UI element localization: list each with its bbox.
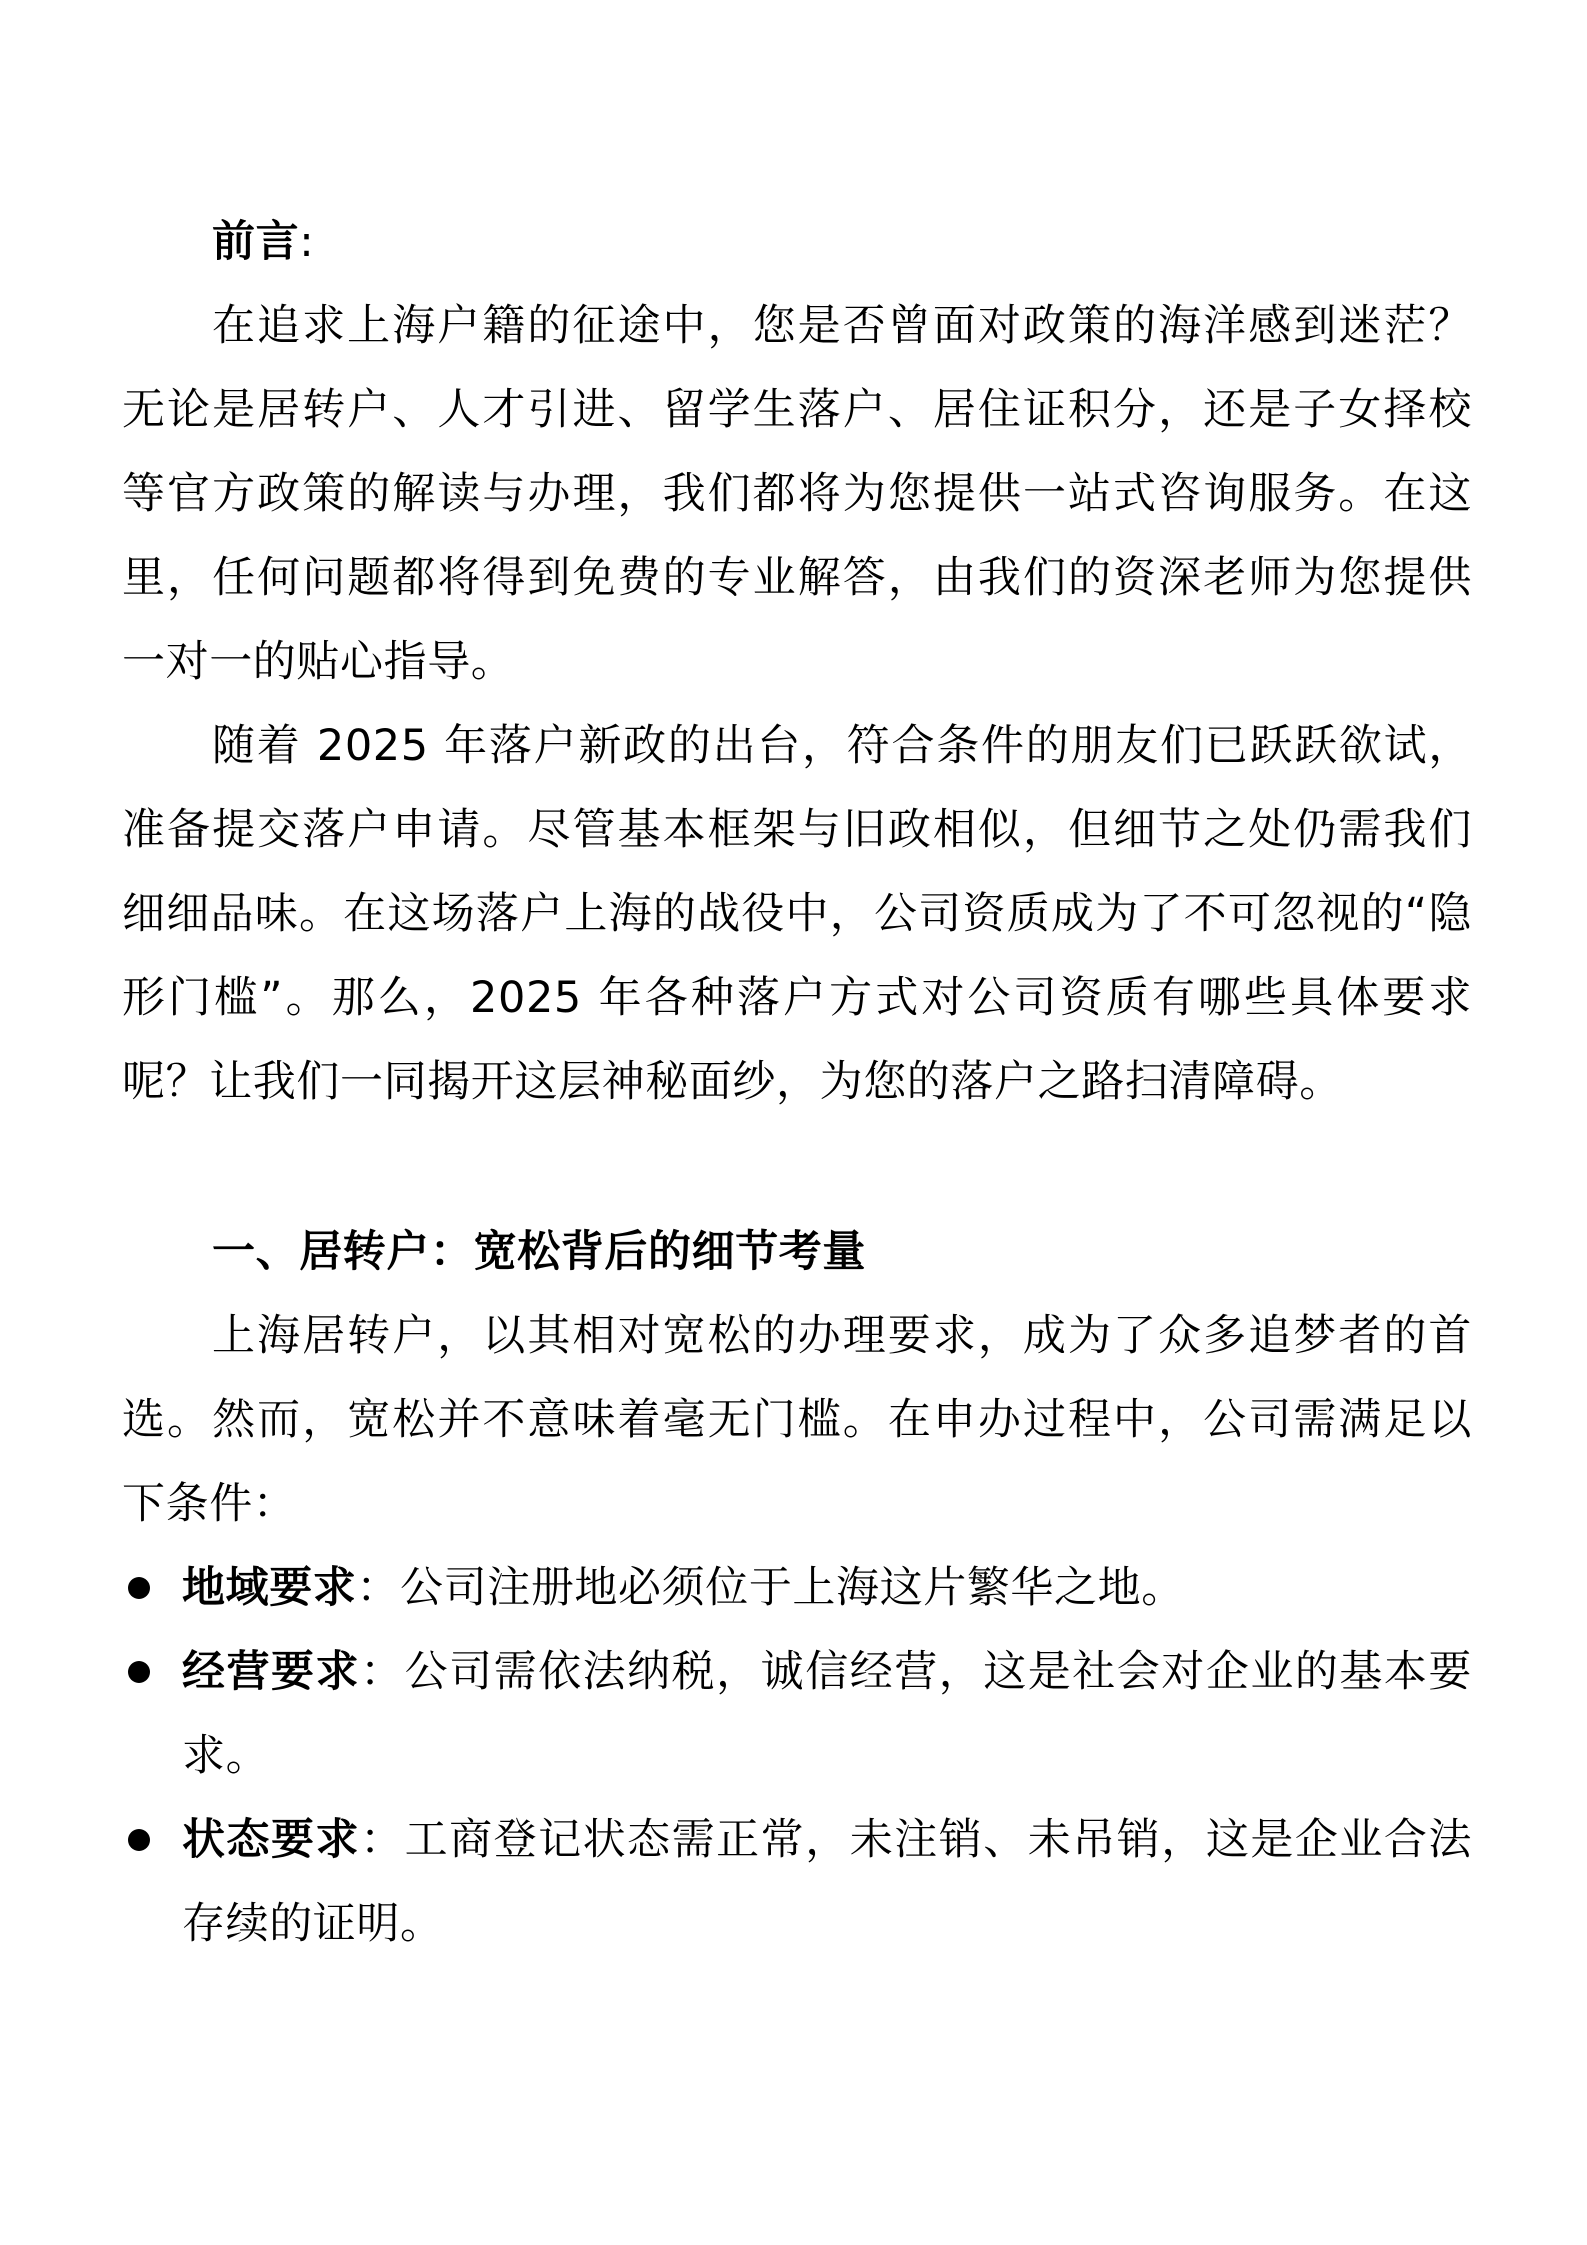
bullet-dot-icon <box>128 1829 150 1851</box>
section-spacer <box>122 1124 1472 1210</box>
list-item-text: 公司需依法纳税，诚信经营，这是社会对企业的基本要求。 <box>182 1647 1472 1781</box>
intro-paragraph-2: 随着 2025 年落户新政的出台，符合条件的朋友们已跃跃欲试，准备提交落户申请。尽管基本框架与旧政相似，但细节之处仍需我们细细品味。在这场落户上海的战役中，公司资质成为了不可忽视的“隐形门槛”。那么，2025 年各种落户方式对公司资质有哪些具体要求呢？让我们一同揭开这层神秘面纱，为您的落户之路扫清障碍。 <box>122 721 1472 1107</box>
list-item-term: 状态要求 <box>182 1815 361 1865</box>
list-item-separator: ： <box>360 1647 405 1697</box>
bullet-dot-icon <box>128 1577 150 1599</box>
list-item <box>122 1798 1472 1966</box>
list-item-separator: ： <box>360 1815 405 1865</box>
bullet-dot-icon <box>128 1661 150 1683</box>
intro-heading-label: 前言 <box>212 217 300 267</box>
intro-paragraph-1: 在追求上海户籍的征途中，您是否曾面对政策的海洋感到迷茫？无论是居转户、人才引进、留学生落户、居住证积分，还是子女择校等官方政策的解读与办理，我们都将为您提供一站式咨询服务。在这里，任何问题都将得到免费的专业解答，由我们的资深老师为您提供一对一的贴心指导。 <box>122 301 1472 687</box>
intro-heading-colon: : <box>299 217 315 267</box>
requirements-list <box>122 1546 1472 1966</box>
section-1-heading: 一、居转户：宽松背后的细节考量 <box>212 1227 866 1277</box>
document-body <box>122 200 1472 1966</box>
list-item-term: 经营要求 <box>182 1647 361 1697</box>
section-1-paragraph: 上海居转户，以其相对宽松的办理要求，成为了众多追梦者的首选。然而，宽松并不意味着毫无门槛。在申办过程中，公司需满足以下条件： <box>122 1311 1472 1529</box>
list-item-term: 地域要求 <box>182 1563 357 1613</box>
list-item-text: 公司注册地必须位于上海这片繁华之地。 <box>400 1563 1185 1613</box>
list-item-text: 工商登记状态需正常，未注销、未吊销，这是企业合法存续的证明。 <box>182 1815 1472 1949</box>
list-item-separator: ： <box>356 1563 401 1613</box>
list-item <box>122 1630 1472 1798</box>
intro-heading <box>122 200 1472 284</box>
list-item <box>122 1546 1472 1630</box>
